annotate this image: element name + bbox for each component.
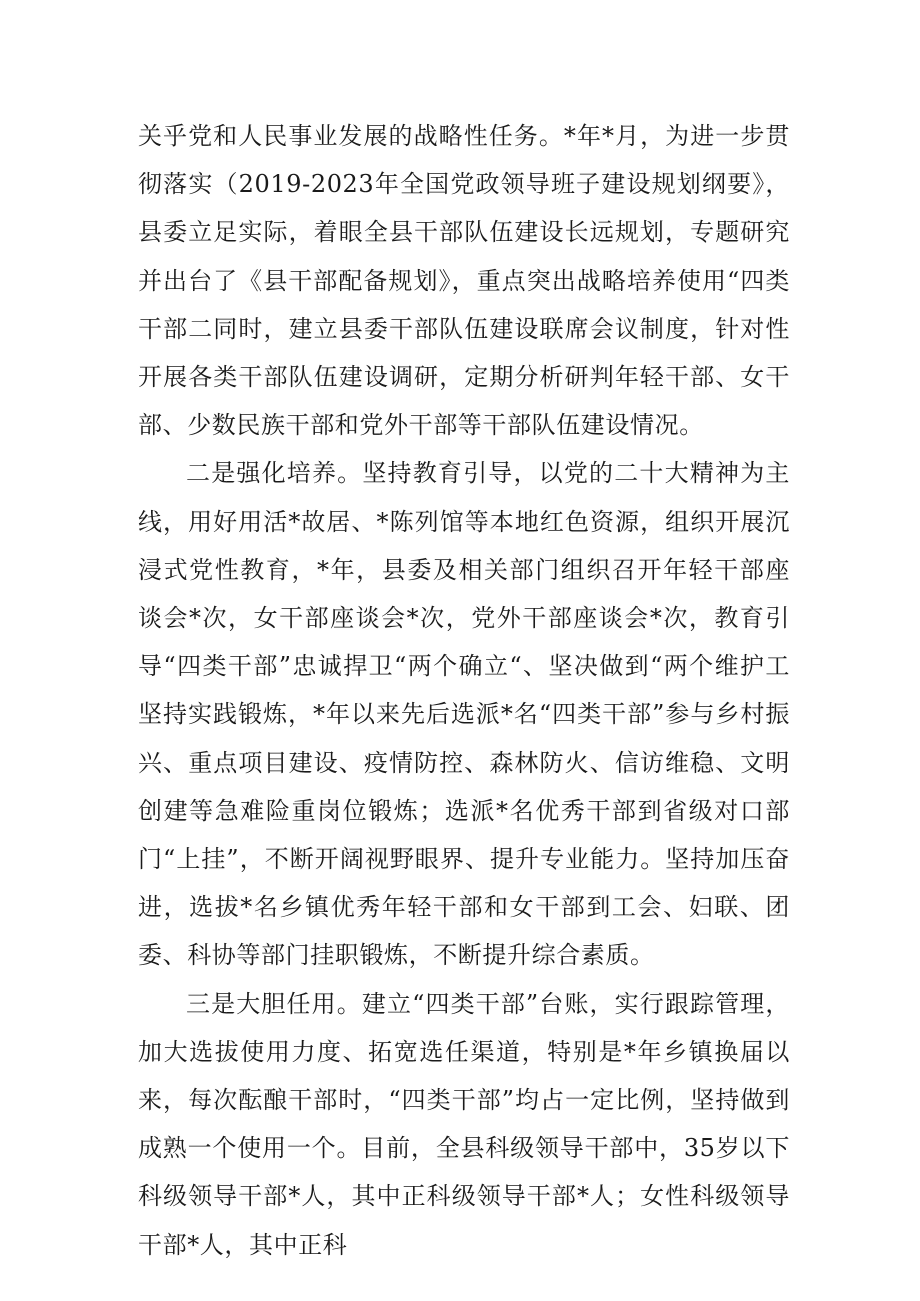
paragraph-appointment: 三是大胆任用。建立“四类干部”台账，实行跟踪管理，加大选拔使用力度、拓宽选任渠道，特别是*年乡镇换届以来，每次酝酿干部时，“四类干部”均占一定比例，坚持做到成熟一个使用一个。目前，全县科级领导干部中，35岁以下科级领导干部*人，其中正科级领导干部*人；女性科级领导干部*人，其中正科 — [138, 989, 790, 1259]
paragraph-continuation: 关乎党和人民事业发展的战略性任务。*年*月，为进一步贯彻落实（2019-2023年全国党政领导班子建设规划纲要》，县委立足实际，着眼全县干部队伍建设长远规划，专题研究并出台了《县干部配备规划》，重点突出战略培养使用“四类干部二同时，建立县委干部队伍建设联席会议制度，针对性开展各类干部队伍建设调研，定期分析研判年轻干部、女干部、少数民族干部和党外干部等干部队伍建设情况。 — [138, 122, 790, 440]
paragraph-training: 二是强化培养。坚持教育引导，以党的二十大精神为主线，用好用活*故居、*陈列馆等本地红色资源，组织开展沉浸式党性教育，*年，县委及相关部门组织召开年轻干部座谈会*次，女干部座谈会*次，党外干部座谈会*次，教育引导“四类干部”忠诚捍卫“两个确立“、坚决做到“两个维护工坚持实践锻炼，*年以来先后选派*名“四类干部”参与乡村振兴、重点项目建设、疫情防控、森林防火、信访维稳、文明创建等急难险重岗位锻炼；选派*名优秀干部到省级对口部门“上挂”，不断开阔视野眼界、提升专业能力。坚持加压奋进，选拔*名乡镇优秀年轻干部和女干部到工会、妇联、团委、科协等部门挂职锻炼，不断提升综合素质。 — [138, 459, 790, 970]
document-body — [138, 112, 790, 1269]
